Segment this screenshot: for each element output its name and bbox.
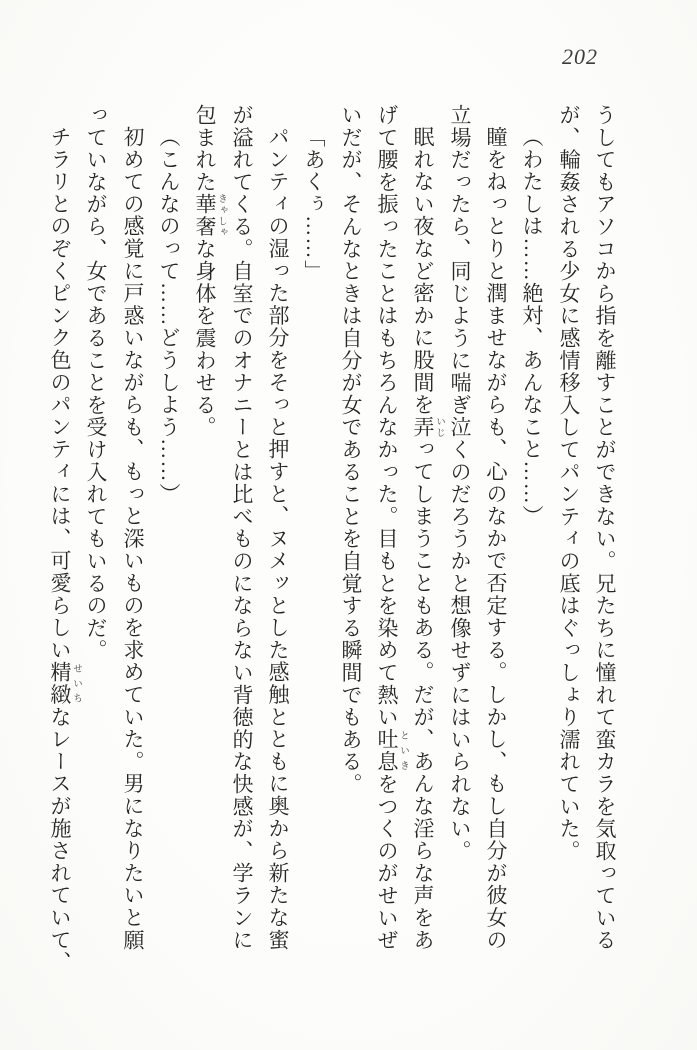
text-run: （わたしは……絶対、あんなこと……） [520,126,544,528]
furigana-ruby: 弄 いじ [411,415,444,439]
text-column-7 [369,104,408,951]
furigana-ruby: 吐息 といき [375,728,408,774]
text-column-5 [442,104,478,862]
furigana-ruby: 華奢 きゃしゃ [193,193,226,238]
text-column-2 [551,104,587,862]
text-column-14 [115,126,151,951]
text-column-8 [333,104,369,795]
text-run: ってしまうこともある。だが、あんな淫らな声をあ [411,438,435,952]
text-run: チラリとのぞくピンク色のパンティには、可愛らしい [48,126,72,662]
text-column-6 [405,126,444,951]
text-column-12 [187,104,226,439]
text-run: 包まれた [193,104,217,194]
text-column-11 [224,104,260,951]
text-run: 「あくぅ……」 [302,126,326,283]
furigana-text: といき [398,728,408,773]
text-run: が溢れてくる。自室でのオナニーとは比べものにならない背徳的な快感が、学ランに [230,104,254,952]
text-run: が、輪姦される少女に感情移入してパンティの底はぐっしょり濡れていた。 [557,104,581,863]
text-run: なレースが施されていて、 [48,705,72,974]
text-column-10 [260,126,296,951]
text-column-1 [587,104,623,951]
text-run: をつくのがせいぜ [375,773,399,952]
text-column-16 [42,126,81,973]
text-column-3 [514,126,550,527]
text-run: パンティの湿った部分をそっと押すと、ヌメッとした感触とともに奥から新たな蜜 [266,126,290,952]
text-column-4 [478,126,514,951]
text-run: げて腰を振ったことはもちろんなかった。目もとを染めて熱い [375,104,399,729]
furigana-ruby: 精緻 せいち [48,661,81,706]
text-run: 瞳をねっとりと潤ませながらも、心のなかで否定する。しかし、もし自分が彼女の [484,126,508,952]
text-column-15 [78,104,114,662]
text-run: な身体を震わせる。 [193,237,217,439]
page-number: 202 [562,44,598,69]
text-run: っていながら、女であることを受け入れてもいるのだ。 [84,104,108,662]
text-run: 眠れない夜など密かに股間を [411,126,435,416]
furigana-text: きゃしゃ [216,193,226,238]
furigana-text: いじ [434,415,444,439]
text-column-9 [296,126,332,282]
text-column-13 [151,126,187,505]
text-run: 立場だったら、同じように喘ぎ泣くのだろうかと想像せずにはいられない。 [448,104,472,863]
text-run: （こんなのって……どうしよう……） [157,126,181,506]
furigana-text: せいち [71,661,81,706]
text-run: 初めての感覚に戸惑いながらも、もっと深いものを求めていた。男になりたいと願 [121,126,145,952]
text-run: いだが、そんなときは自分が女であることを自覚する瞬間でもある。 [339,104,363,796]
text-run: うしてもアソコから指を離すことができない。兄たちに憧れて蛮カラを気取っている [593,104,617,952]
